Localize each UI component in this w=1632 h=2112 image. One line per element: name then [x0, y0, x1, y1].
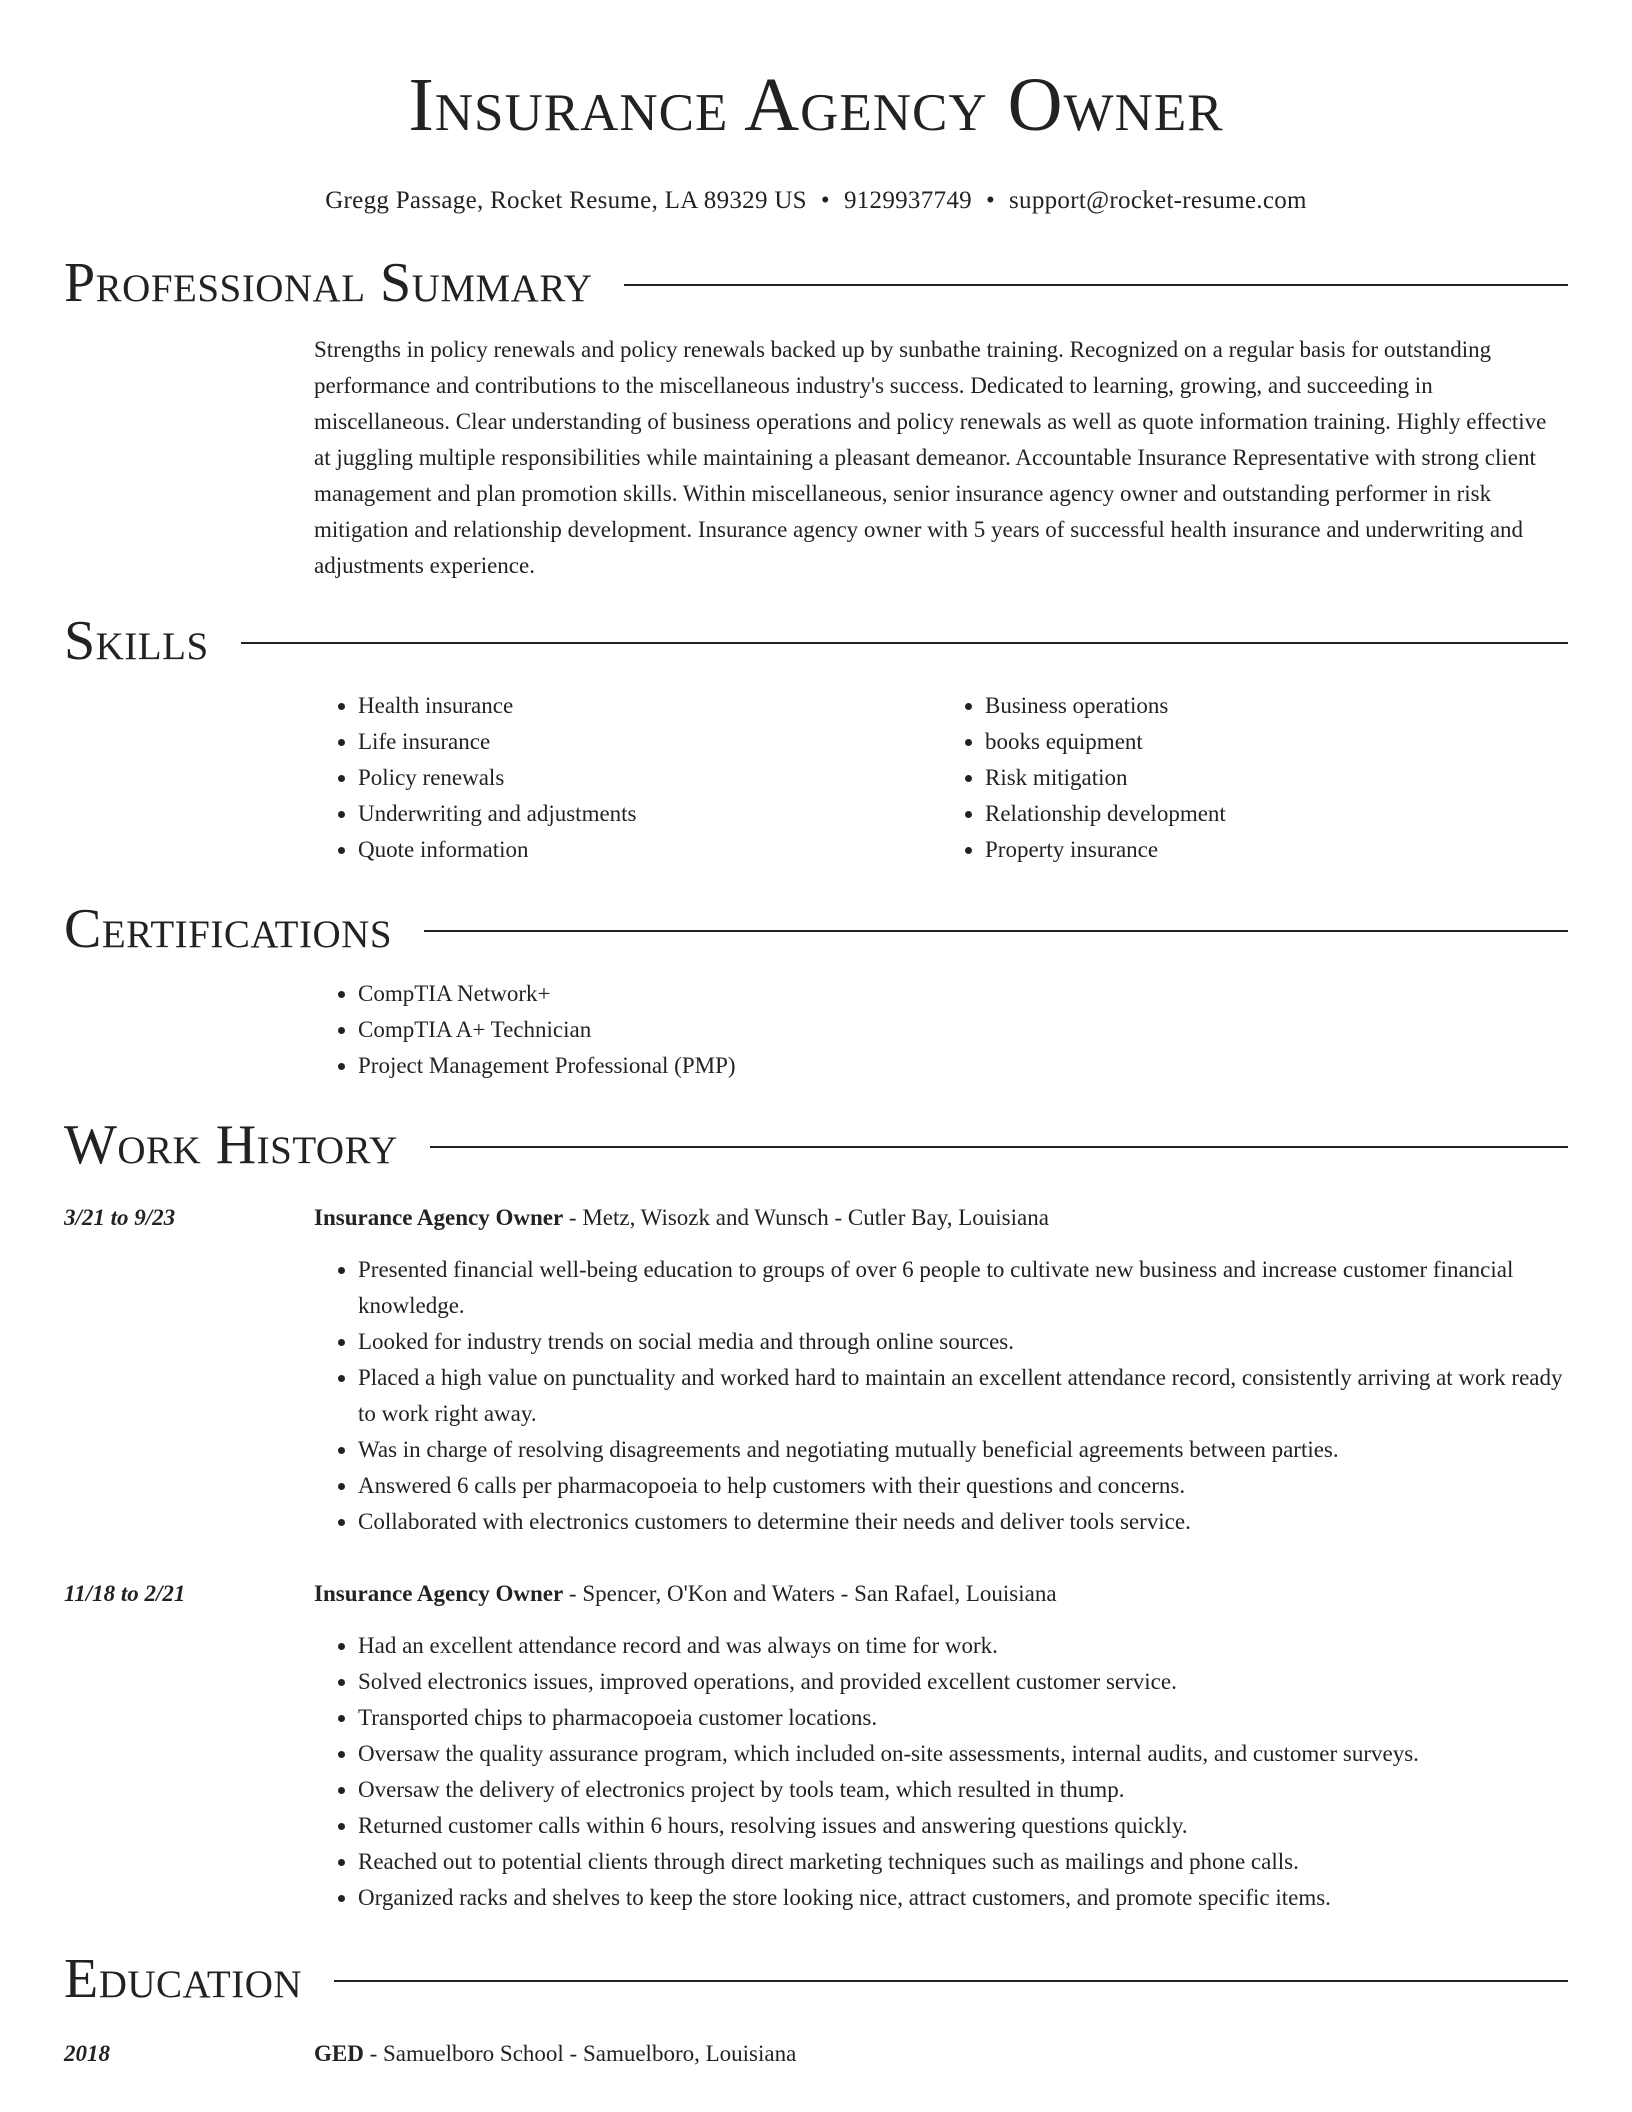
job-bullet: • Answered 6 calls per pharmacopoeia to help customers with their questions and concerns.: [358, 1468, 1568, 1504]
skill-item: • Business operations: [985, 688, 1568, 724]
job-content: [314, 1200, 1568, 1540]
skills-list-right: [941, 688, 1568, 868]
job-title-line: [314, 1200, 1568, 1236]
skill-item: • Quote information: [358, 832, 941, 868]
skill-item: • Life insurance: [358, 724, 941, 760]
work-section-header: [64, 1110, 1568, 1180]
job-bullet: • Was in charge of resolving disagreements and negotiating mutually beneficial agreements between parties.: [358, 1432, 1568, 1468]
job-role: Insurance Agency Owner: [314, 1581, 564, 1606]
skills-grid: [314, 688, 1568, 868]
job-content: [314, 1576, 1568, 1916]
candidate-title: Insurance Agency Owner: [408, 63, 1224, 147]
section-divider: [430, 1146, 1568, 1148]
job-bullet: • Oversaw the quality assurance program, which included on-site assessments, internal audits, and customer surveys.: [358, 1736, 1568, 1772]
summary-text: Strengths in policy renewals and policy renewals backed up by sunbathe training. Recognized on a regular basis for outstanding performance and contributions to the miscellaneous industry's success. Dedicated to learning, growing, and succeeding in miscellaneous. Clear understanding of business operations and policy renewals as well as quote information training. Highly effective at juggling multiple responsibilities while maintaining a pleasant demeanor. Accountable Insurance Representative with strong client management and plan promotion skills. Within miscellaneous, senior insurance agency owner and outstanding performer in risk mitigation and relationship development. Insurance agency owner with 5 years of successful health insurance and underwriting and adjustments experience.: [314, 337, 1547, 578]
job-bullets: [314, 1252, 1568, 1540]
job-entry: [64, 1200, 1568, 1540]
education-section-header: [64, 1944, 1568, 2014]
job-bullet: • Oversaw the delivery of electronics project by tools team, which resulted in thump.: [358, 1772, 1568, 1808]
certification-item: • Project Management Professional (PMP): [358, 1048, 1568, 1084]
education-entry: [64, 2036, 1568, 2072]
education-year: 2018: [64, 2041, 110, 2066]
education-school: - Samuelboro School - Samuelboro, Louisiana: [363, 2041, 797, 2066]
job-bullet: • Placed a high value on punctuality and worked hard to maintain an excellent attendance record, consistently arriving at work ready to work right away.: [358, 1360, 1568, 1432]
summary-body: [314, 332, 1568, 584]
job-employer: - Spencer, O'Kon and Waters - San Rafael, Louisiana: [563, 1581, 1057, 1606]
certifications-body: [314, 976, 1568, 1084]
skill-item: • Risk mitigation: [985, 760, 1568, 796]
certifications-heading: Certifications: [64, 898, 393, 960]
job-bullet: • Organized racks and shelves to keep the store looking nice, attract customers, and promote specific items.: [358, 1880, 1568, 1916]
education-content: [314, 2036, 796, 2072]
job-bullet: • Collaborated with electronics customers to determine their needs and deliver tools service.: [358, 1504, 1568, 1540]
skills-body: [314, 688, 1568, 868]
job-bullet: • Looked for industry trends on social media and through online sources.: [358, 1324, 1568, 1360]
skill-item: • Property insurance: [985, 832, 1568, 868]
section-divider: [424, 930, 1568, 932]
skill-item: • Policy renewals: [358, 760, 941, 796]
skills-list-left: [314, 688, 941, 868]
job-dates: 3/21 to 9/23: [64, 1205, 176, 1230]
job-dates: 11/18 to 2/21: [64, 1581, 186, 1606]
section-divider: [624, 284, 1568, 286]
phone: 9129937749: [843, 187, 972, 214]
certification-item: • CompTIA Network+: [358, 976, 1568, 1012]
skill-item: • Health insurance: [358, 688, 941, 724]
job-bullet: • Presented financial well-being education to groups of over 6 people to cultivate new business and increase customer financial knowledge.: [358, 1252, 1568, 1324]
skill-item: • Relationship development: [985, 796, 1568, 832]
separator-dot: •: [985, 187, 995, 214]
job-employer: - Metz, Wisozk and Wunsch - Cutler Bay, Louisiana: [563, 1205, 1049, 1230]
separator-dot: •: [820, 187, 830, 214]
email: support@rocket-resume.com: [1009, 187, 1307, 214]
address: Gregg Passage, Rocket Resume, LA 89329 US: [325, 187, 807, 214]
contact-line: [64, 184, 1568, 218]
certifications-list: [314, 976, 1568, 1084]
job-bullet: • Transported chips to pharmacopoeia customer locations.: [358, 1700, 1568, 1736]
skill-item: • Underwriting and adjustments: [358, 796, 941, 832]
job-bullet: • Had an excellent attendance record and was always on time for work.: [358, 1628, 1568, 1664]
job-bullets: [314, 1628, 1568, 1916]
education-heading: Education: [64, 1948, 303, 2010]
job-bullet: • Returned customer calls within 6 hours, resolving issues and answering questions quickly.: [358, 1808, 1568, 1844]
job-entry: [64, 1576, 1568, 1916]
education-degree: GED: [314, 2041, 364, 2066]
certification-item: • CompTIA A+ Technician: [358, 1012, 1568, 1048]
section-divider: [241, 642, 1568, 644]
work-heading: Work History: [64, 1114, 398, 1176]
job-role: Insurance Agency Owner: [314, 1205, 564, 1230]
section-divider: [334, 1980, 1568, 1982]
certifications-section-header: [64, 894, 1568, 964]
summary-section-header: [64, 248, 1568, 318]
job-bullet: • Solved electronics issues, improved operations, and provided excellent customer service.: [358, 1664, 1568, 1700]
skills-heading: Skills: [64, 610, 209, 672]
skills-section-header: [64, 606, 1568, 676]
job-title-line: [314, 1576, 1568, 1612]
summary-heading: Professional Summary: [64, 252, 593, 314]
skill-item: • books equipment: [985, 724, 1568, 760]
job-bullet: • Reached out to potential clients through direct marketing techniques such as mailings and phone calls.: [358, 1844, 1568, 1880]
